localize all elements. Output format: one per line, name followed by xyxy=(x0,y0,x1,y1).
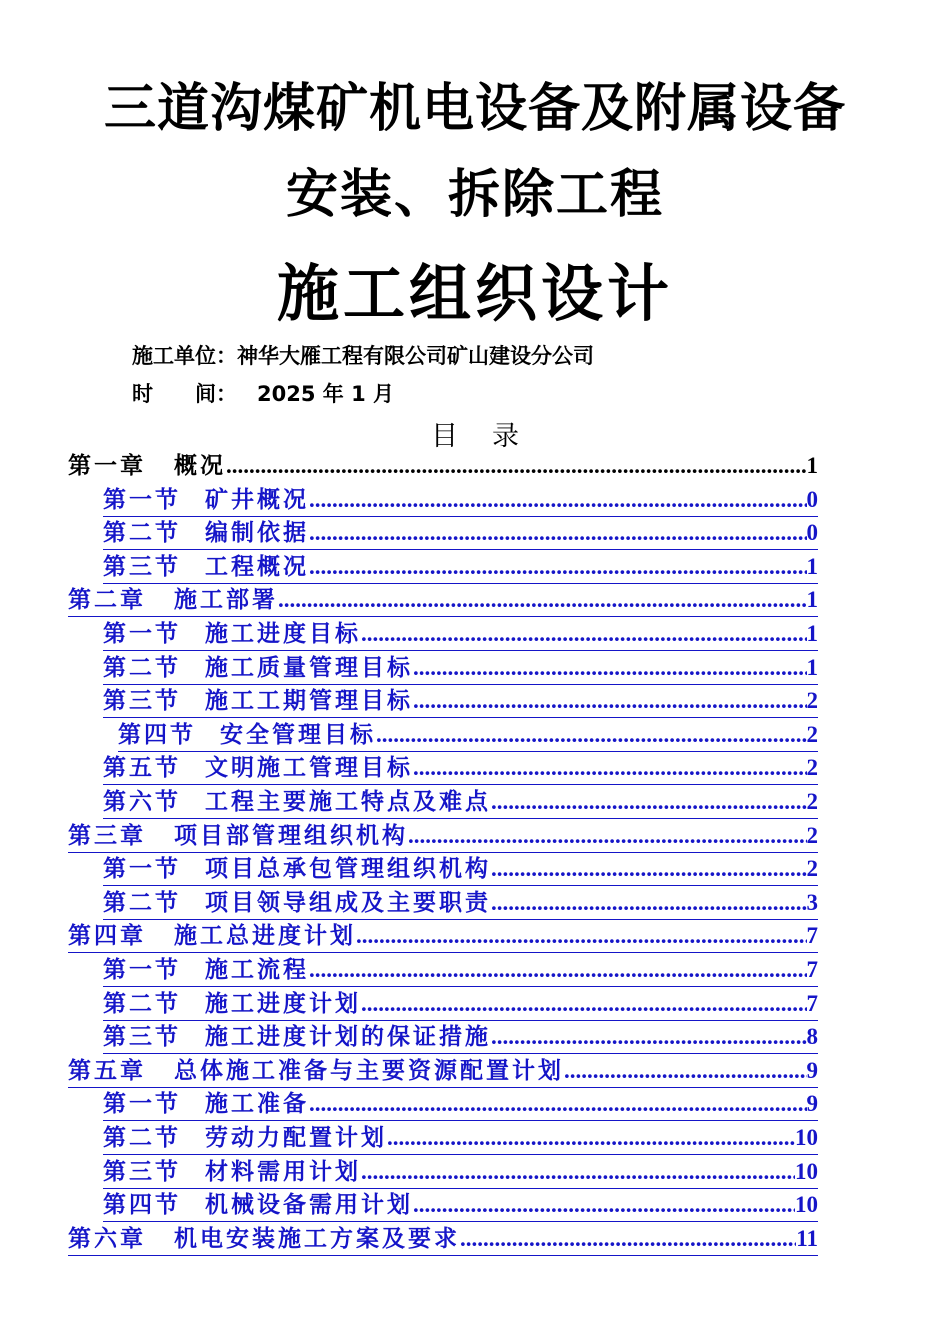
toc-dot-leader xyxy=(361,618,807,650)
toc-dot-leader xyxy=(309,517,807,549)
toc-entry-page-number: 7 xyxy=(806,957,818,982)
toc-entry-page-number: 8 xyxy=(806,1024,818,1050)
toc-entry-number: 第一节 xyxy=(103,956,181,983)
toc-entry-number: 第六章 xyxy=(68,1224,146,1252)
toc-entry-page-number: 10 xyxy=(795,1192,818,1218)
toc-dot-leader xyxy=(361,1156,795,1188)
toc-entry-page-number: 2 xyxy=(806,789,818,814)
toc-entry-page-number: 2 xyxy=(806,721,818,747)
toc-chapter-entry xyxy=(68,450,818,482)
toc-entry-label: 劳动力配置计划 xyxy=(205,1124,387,1151)
toc-section-entry[interactable] xyxy=(103,988,818,1021)
toc-dot-leader xyxy=(564,1055,807,1087)
toc-entry-number: 第三节 xyxy=(103,1157,181,1185)
toc-dot-leader xyxy=(309,1088,807,1120)
toc-entry-number: 第三节 xyxy=(103,1023,181,1051)
toc-entry-page-number: 11 xyxy=(796,1225,818,1251)
toc-entry-page-number: 1 xyxy=(806,453,818,478)
toc-entry-label: 项目总承包管理组织机构 xyxy=(205,855,491,883)
toc-dot-leader xyxy=(413,752,807,784)
toc-dot-leader xyxy=(309,484,807,516)
toc-heading: 目录 xyxy=(431,421,553,452)
toc-dot-leader xyxy=(413,1189,795,1221)
toc-entry-label: 项目领导组成及主要职责 xyxy=(205,888,491,916)
toc-chapter-entry[interactable] xyxy=(68,1055,818,1088)
toc-entry-number: 第二节 xyxy=(103,989,181,1017)
toc-entry-label: 机电安装施工方案及要求 xyxy=(174,1224,460,1252)
toc-dot-leader xyxy=(460,1223,796,1255)
toc-entry-label: 矿井概况 xyxy=(205,485,309,513)
toc-dot-leader xyxy=(491,853,807,885)
toc-section-entry[interactable] xyxy=(103,551,818,584)
toc-dot-leader xyxy=(226,450,807,482)
document-title-line-3: 施工组织设计 xyxy=(276,257,673,330)
toc-entry-label: 施工质量管理目标 xyxy=(205,653,413,681)
toc-dot-leader xyxy=(408,820,807,852)
toc-entry-number: 第二节 xyxy=(103,653,181,681)
toc-section-entry[interactable] xyxy=(103,786,818,819)
toc-entry-label: 文明施工管理目标 xyxy=(205,754,413,782)
toc-entry-number: 第四章 xyxy=(68,922,146,950)
toc-entry-number: 第二节 xyxy=(103,519,181,547)
toc-chapter-entry[interactable] xyxy=(68,584,818,617)
toc-entry-page-number: 9 xyxy=(806,1091,818,1117)
toc-section-entry[interactable] xyxy=(103,752,818,785)
toc-entry-number: 第五节 xyxy=(103,754,181,782)
construction-unit-label: 施工单位： xyxy=(132,344,237,368)
document-date-value: 2025 年 1 月 xyxy=(257,382,394,406)
toc-entry-page-number: 10 xyxy=(795,1158,818,1184)
toc-entry-number: 第三章 xyxy=(68,821,146,849)
toc-entry-page-number: 2 xyxy=(806,755,818,781)
toc-section-entry[interactable] xyxy=(103,1189,818,1222)
toc-section-entry[interactable] xyxy=(103,1088,818,1121)
toc-entry-label: 施工部署 xyxy=(174,586,278,614)
toc-dot-leader xyxy=(361,988,807,1020)
toc-entry-label: 项目部管理组织机构 xyxy=(174,821,408,849)
toc-entry-page-number: 9 xyxy=(806,1057,818,1083)
toc-entry-page-number: 2 xyxy=(806,688,818,714)
toc-section-entry[interactable] xyxy=(103,1122,818,1155)
toc-section-entry[interactable] xyxy=(103,652,818,685)
toc-entry-number: 第三节 xyxy=(103,552,181,580)
toc-entry-number: 第一节 xyxy=(103,855,181,883)
toc-entry-label: 施工进度计划的保证措施 xyxy=(205,1023,491,1051)
toc-entry-number: 第三节 xyxy=(103,687,181,715)
toc-entry-number: 第一节 xyxy=(103,485,181,513)
toc-entry-page-number: 7 xyxy=(806,923,818,949)
toc-entry-label: 施工准备 xyxy=(205,1090,309,1118)
toc-dot-leader xyxy=(413,685,807,717)
toc-entry-label: 施工工期管理目标 xyxy=(205,687,413,715)
toc-entry-page-number: 2 xyxy=(806,822,818,848)
document-title-line-1: 三道沟煤矿机电设备及附属设备 xyxy=(103,78,846,139)
construction-unit-value: 神华大雁工程有限公司矿山建设分公司 xyxy=(237,344,594,368)
toc-entry-page-number: 1 xyxy=(806,621,818,646)
toc-entry-label: 安全管理目标 xyxy=(220,720,376,748)
toc-section-entry[interactable] xyxy=(103,887,818,920)
toc-section-entry[interactable] xyxy=(103,1021,818,1054)
toc-entry-number: 第四节 xyxy=(103,1191,181,1219)
toc-section-entry[interactable] xyxy=(103,484,818,517)
toc-section-entry[interactable] xyxy=(103,685,818,718)
toc-entry-label: 机械设备需用计划 xyxy=(205,1191,413,1219)
toc-dot-leader xyxy=(376,719,807,751)
toc-chapter-entry[interactable] xyxy=(68,1223,818,1256)
toc-entry-label: 施工流程 xyxy=(205,956,309,983)
toc-entry-number: 第一章 xyxy=(68,452,146,479)
toc-entry-number: 第五章 xyxy=(68,1056,146,1084)
toc-entry-page-number: 1 xyxy=(806,587,818,613)
document-title-line-2: 安装、拆除工程 xyxy=(285,164,664,225)
toc-entry-number: 第二节 xyxy=(103,1124,181,1151)
toc-entry-page-number: 1 xyxy=(806,553,818,579)
document-date-label: 时 间： xyxy=(132,382,237,406)
toc-entry-page-number: 3 xyxy=(806,889,818,915)
toc-chapter-entry[interactable] xyxy=(68,920,818,953)
toc-entry-label: 总体施工准备与主要资源配置计划 xyxy=(174,1056,564,1084)
toc-entry-label: 工程主要施工特点及难点 xyxy=(205,788,491,815)
toc-dot-leader xyxy=(387,1122,795,1154)
toc-entry-label: 工程概况 xyxy=(205,552,309,580)
toc-dot-leader xyxy=(413,652,807,684)
toc-section-entry[interactable] xyxy=(103,954,818,987)
toc-section-entry[interactable] xyxy=(118,719,818,752)
toc-entry-number: 第二节 xyxy=(103,888,181,916)
toc-entry-number: 第二章 xyxy=(68,586,146,614)
toc-entry-label: 材料需用计划 xyxy=(205,1157,361,1185)
toc-dot-leader xyxy=(356,920,807,952)
toc-section-entry[interactable] xyxy=(103,1156,818,1189)
document-date xyxy=(132,378,394,408)
toc-entry-label: 施工进度计划 xyxy=(205,989,361,1017)
toc-entry-number: 第四节 xyxy=(118,720,196,748)
toc-entry-number: 第一节 xyxy=(103,620,181,647)
toc-dot-leader xyxy=(309,551,807,583)
toc-entry-number: 第一节 xyxy=(103,1090,181,1118)
toc-entry-page-number: 7 xyxy=(806,990,818,1016)
toc-entry-label: 施工进度目标 xyxy=(205,620,361,647)
toc-dot-leader xyxy=(309,954,807,986)
toc-entry-label: 施工总进度计划 xyxy=(174,922,356,950)
construction-unit xyxy=(132,340,594,370)
toc-section-entry[interactable] xyxy=(103,853,818,886)
toc-dot-leader xyxy=(491,786,807,818)
toc-entry-page-number: 0 xyxy=(806,520,818,546)
toc-entry-number: 第六节 xyxy=(103,788,181,815)
toc-entry-page-number: 0 xyxy=(806,486,818,512)
toc-section-entry[interactable] xyxy=(103,517,818,550)
toc-entry-page-number: 1 xyxy=(806,654,818,680)
toc-entry-page-number: 2 xyxy=(806,856,818,882)
toc-entry-label: 编制依据 xyxy=(205,519,309,547)
toc-dot-leader xyxy=(278,584,807,616)
toc-dot-leader xyxy=(491,887,807,919)
toc-entry-page-number: 10 xyxy=(795,1125,818,1150)
toc-entry-label: 概况 xyxy=(174,452,226,479)
toc-dot-leader xyxy=(491,1021,807,1053)
toc-chapter-entry[interactable] xyxy=(68,820,818,853)
toc-section-entry[interactable] xyxy=(103,618,818,651)
